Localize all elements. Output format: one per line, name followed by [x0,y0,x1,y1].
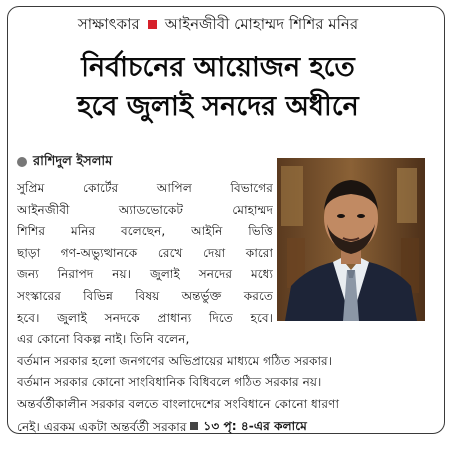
byline [17,152,112,172]
headline-line-1: নির্বাচনের আয়োজন হতে [81,52,355,83]
continuation-label: ১৩ পৃ: ৪-এর কলামে [203,418,307,433]
body-line: শিশির মনির বলেছেন, আইনি ভিত্তি [17,224,273,239]
body-line: অন্তর্বর্তীকালীন সরকার বলতে বাংলাদেশের সংবিধানে কোনো ধারণা [17,396,340,411]
body-line: সুপ্রিম কোর্টের আপিল বিভাগের [17,181,273,195]
body-line: বর্তমান সরকার কোনো সাংবিধানিক বিধিবলে গঠিত সরকার নয়। [17,375,322,390]
body-line: জন্য নিরাপদ নয়। জুলাই সনদের মধ্যে [17,267,273,282]
red-square-icon [148,20,157,29]
byline-author: রাশিদুল ইসলাম [33,153,113,169]
byline-dot-icon [17,157,27,167]
continuation-jump[interactable] [190,416,306,438]
body-line: ছাড়া গণ-অভ্যুত্থানকে রেখে দেয়া কারো [17,245,273,260]
headline [12,48,424,126]
body-line: হবে। জুলাই সনদকে প্রাধান্য দিতে হবে। [17,310,273,325]
body-line: বর্তমান সরকার হলো জনগণের অভিপ্রায়ের মাধ্যমে গঠিত সরকার। [17,353,333,368]
body-line: আইনজীবী অ্যাডভোকেট মোহাম্মদ [17,202,273,217]
body-last-text: নেই। এরকম একটা অন্তর্বর্তী সরকার [17,419,187,434]
kicker [12,14,424,34]
article-body [17,178,425,437]
body-line: সংস্কারের বিভিন্ন বিষয় অন্তর্ভুক্ত করতে [17,288,273,303]
headline-line-2: হবে জুলাই সনদের অধীনে [77,91,359,122]
body-last-line [17,416,425,438]
square-bullet-icon [190,422,198,430]
kicker-label: সাক্ষাৎকার [77,15,140,33]
kicker-name: আইনজীবী মোহাম্মদ শিশির মনির [164,15,359,33]
body-line: এর কোনো বিকল্প নাই। তিনি বলেন, [17,332,190,347]
